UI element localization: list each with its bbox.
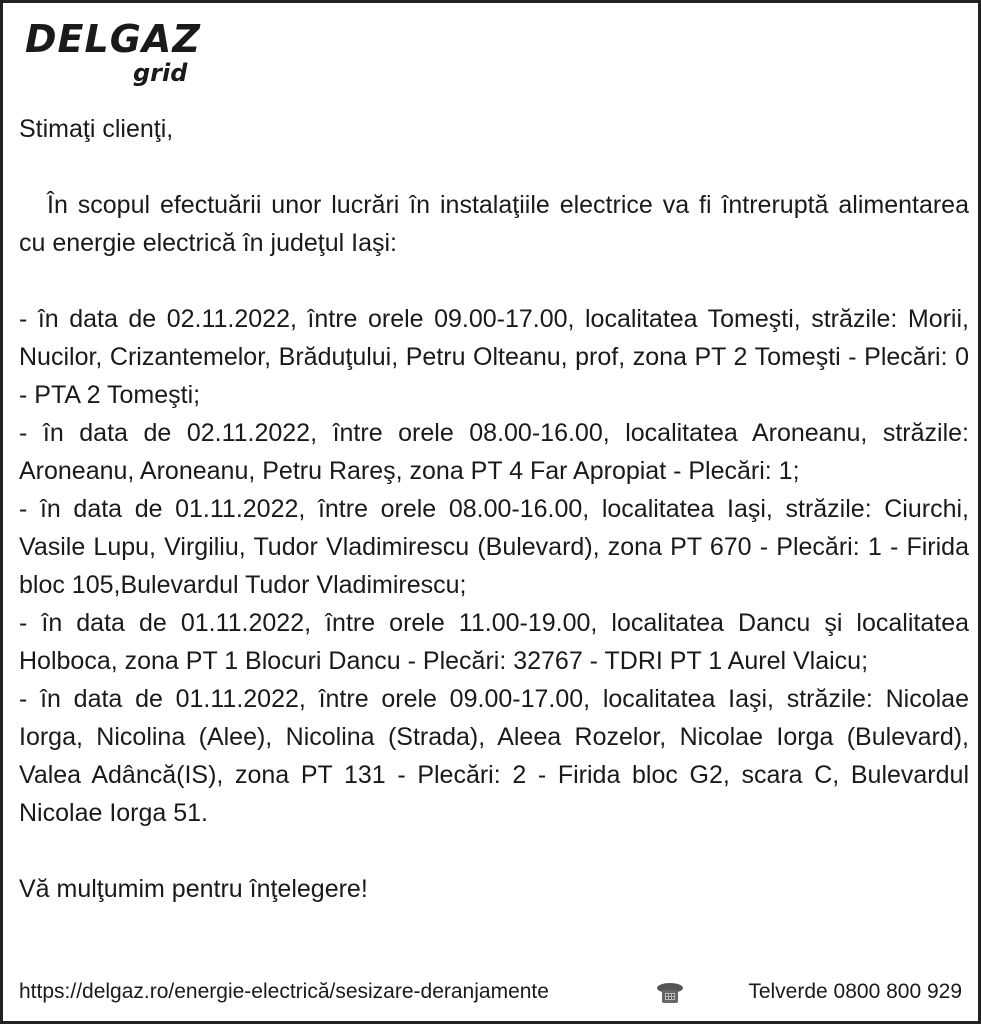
outage-item: - în data de 01.11.2022, între orele 08.00-16.00, localitatea Iaşi, străzile: Ciurchi, Vasile Lupu, Virgiliu, Tudor Vladimirescu (Bulevard), zona PT 670 - Plecări: 1 - Firida bloc 105,Bulevardul Tudor Vladimirescu;: [19, 495, 969, 599]
intro-paragraph: În scopul efectuării unor lucrări în instalaţiile electrice va fi întreruptă alimentarea cu energie electrică în judeţul Iaşi:: [19, 191, 969, 257]
outage-item: - în data de 02.11.2022, între orele 09.00-17.00, localitatea Tomeşti, străzile: Morii, Nucilor, Crizantemelor, Brăduţului, Petru Olteanu, prof, zona PT 2 Tomeşti - Plecări: 0 - PTA 2 Tomeşti;: [19, 305, 969, 409]
telephone-icon: [655, 981, 685, 1005]
outage-item: - în data de 01.11.2022, între orele 11.00-19.00, localitatea Dancu şi localitatea Holboca, zona PT 1 Blocuri Dancu - Plecări: 32767 - TDRI PT 1 Aurel Vlaicu;: [19, 609, 969, 675]
footer: [19, 977, 964, 1007]
footer-phone: Telverde 0800 800 929: [748, 980, 962, 1003]
logo-brand: DELGAZ: [25, 17, 201, 61]
outage-item: - în data de 01.11.2022, între orele 09.00-17.00, localitatea Iaşi, străzile: Nicolae Iorga, Nicolina (Alee), Nicolina (Strada), Aleea Rozelor, Nicolae Iorga (Bulevard), Valea Adâncă(IS), zona PT 131 - Plecări: 2 - Firida bloc G2, scara C, Bulevardul Nicolae Iorga 51.: [19, 685, 969, 827]
outage-item: - în data de 02.11.2022, între orele 08.00-16.00, localitatea Aroneanu, străzile: Aroneanu, Aroneanu, Petru Rareş, zona PT 4 Far Apropiat - Plecări: 1;: [19, 419, 969, 485]
footer-url[interactable]: https://delgaz.ro/energie-electrică/sesizare-deranjamente: [19, 980, 549, 1003]
closing-line: Vă mulţumim pentru înţelegere!: [19, 875, 368, 903]
greeting: Stimaţi clienţi,: [19, 115, 174, 143]
delgaz-grid-logo: [25, 17, 201, 87]
notice-body: [19, 110, 969, 908]
logo-sub: grid: [133, 59, 188, 87]
